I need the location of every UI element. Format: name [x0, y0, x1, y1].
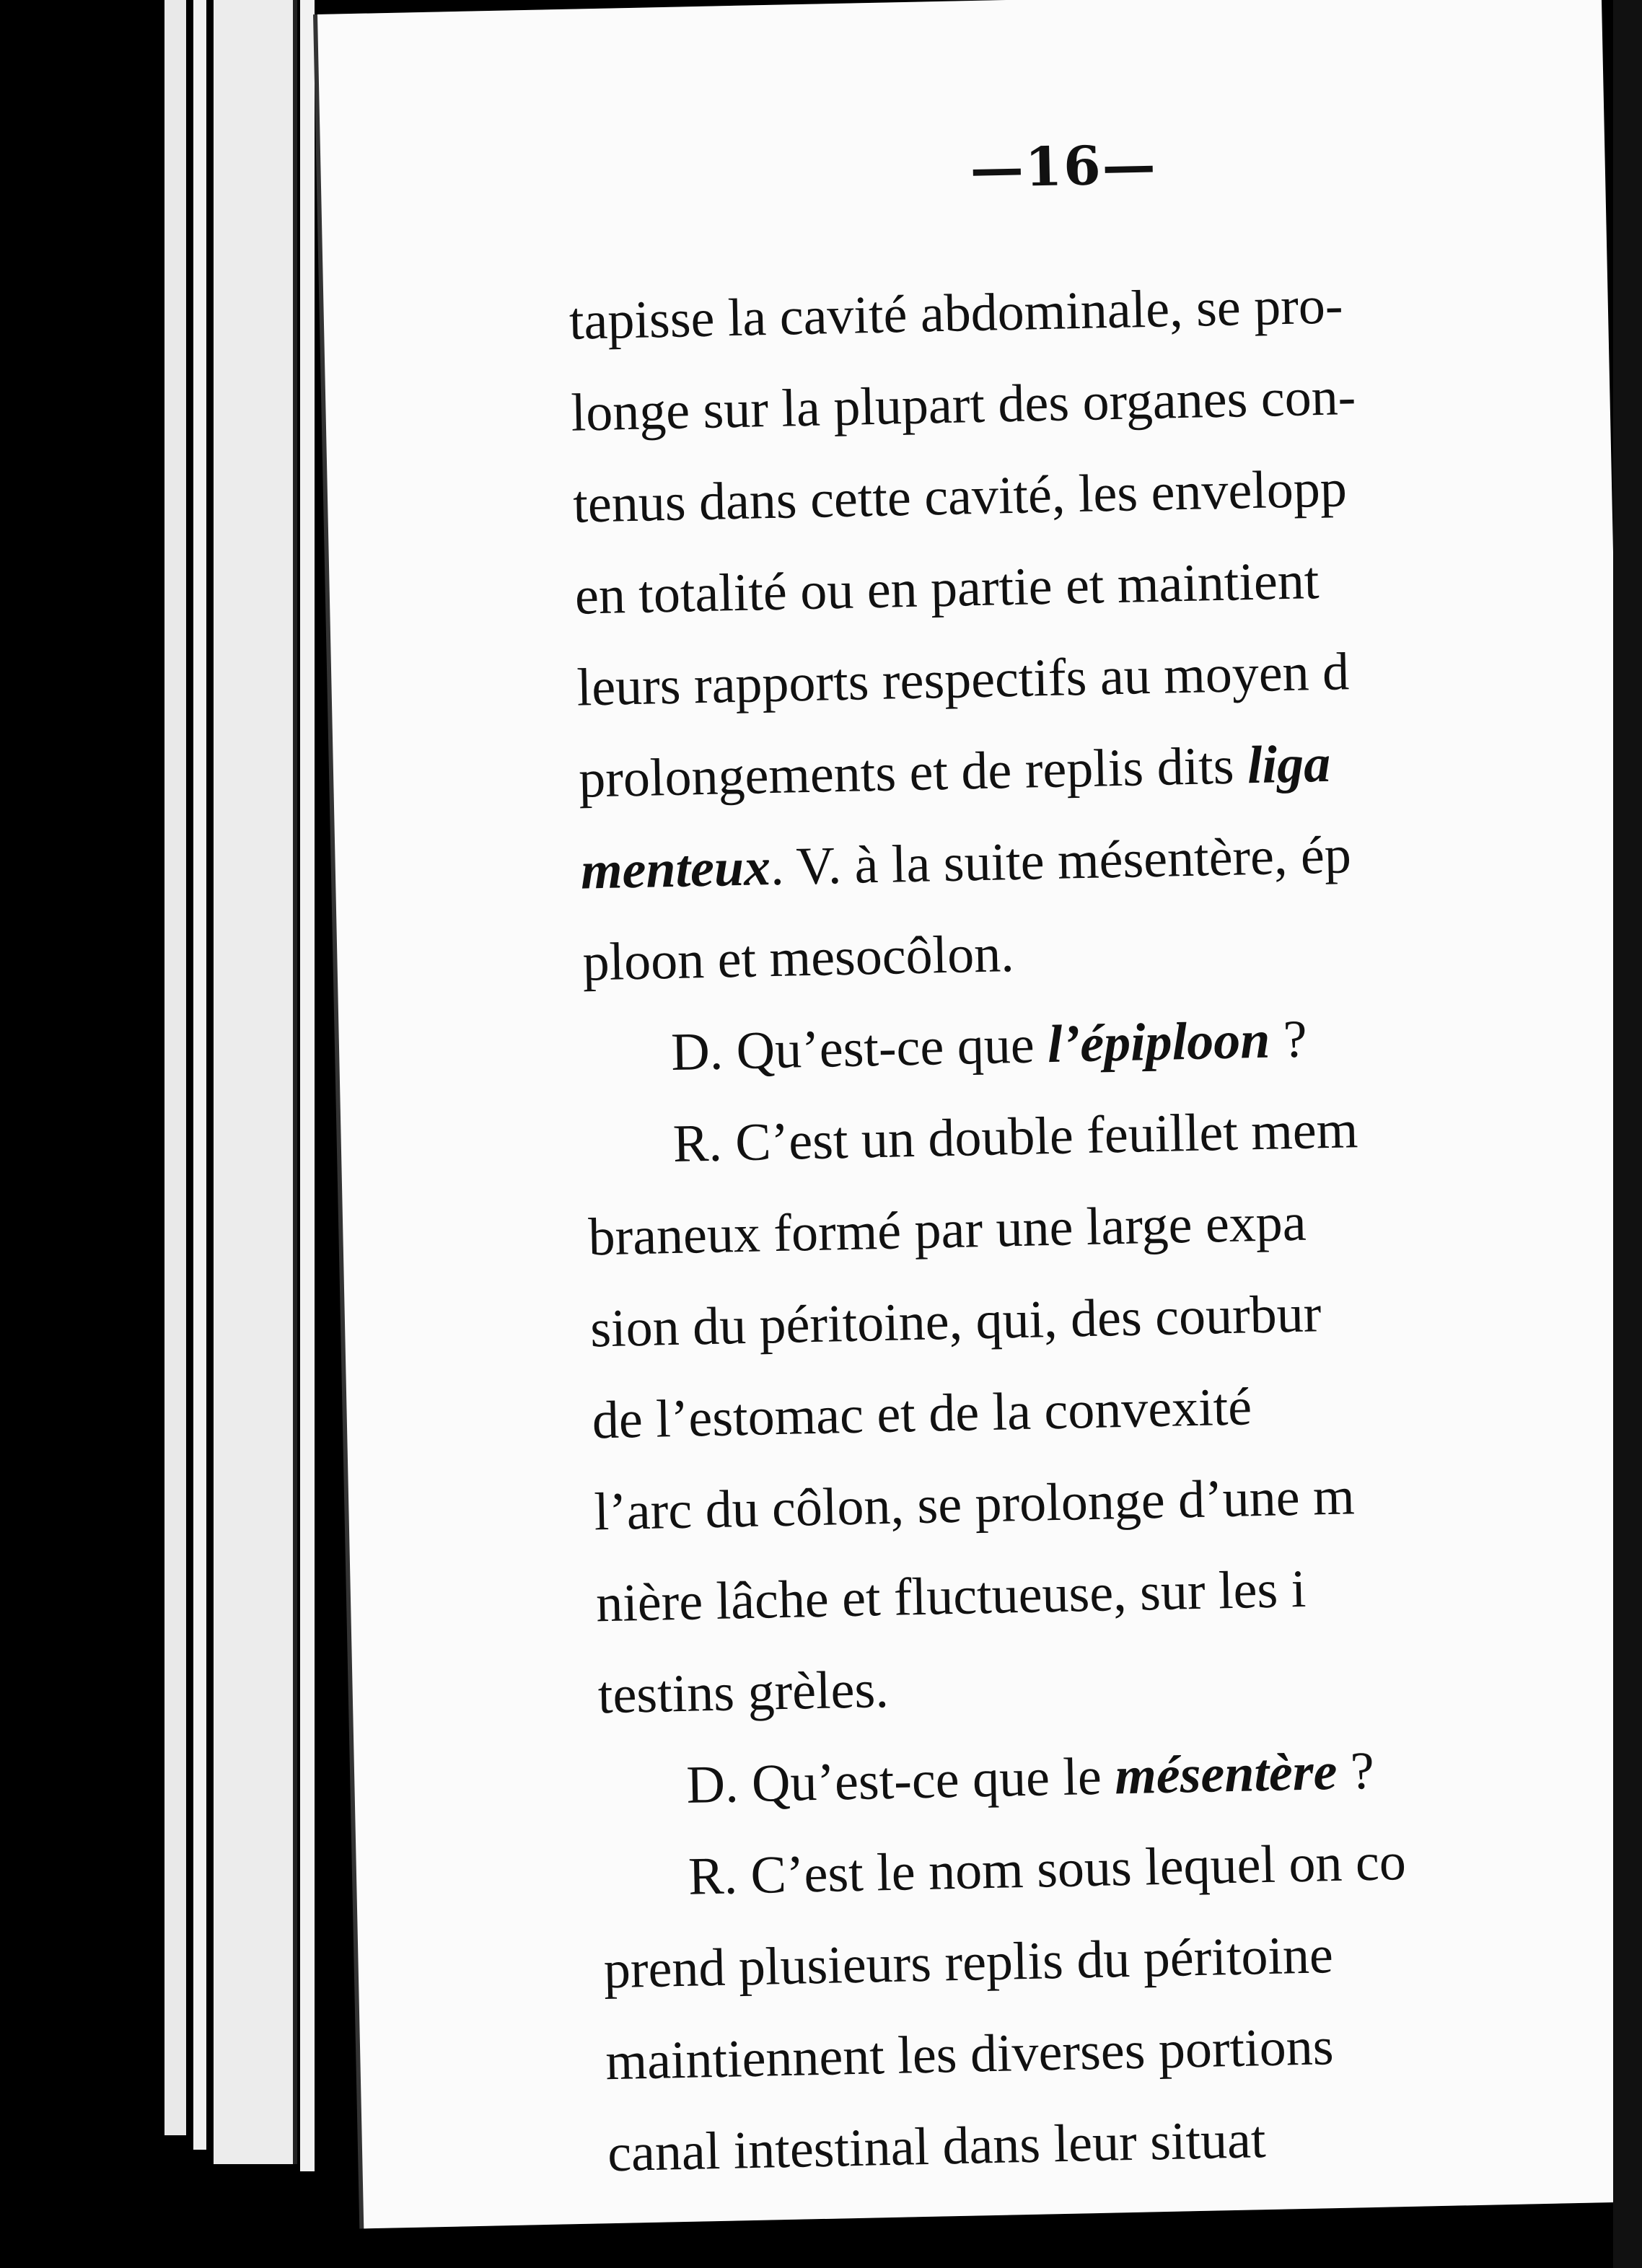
- italic-term: liga: [1247, 734, 1331, 796]
- text-run: testins grèles.: [597, 1659, 890, 1726]
- text-run: sion du péritoine, qui, des courbur: [589, 1284, 1322, 1359]
- page-edge: [214, 0, 297, 2164]
- text-run: prolongements et de replis dits: [578, 736, 1248, 809]
- italic-term: menteux: [580, 838, 771, 901]
- text-run: maintiennent les diverses portions: [605, 2017, 1335, 2092]
- text-run: canal intestinal dans leur situat: [607, 2110, 1267, 2184]
- page-edge: [193, 0, 206, 2150]
- page-edge: [164, 0, 186, 2135]
- page-edge: [300, 0, 315, 2171]
- text-run: prend plusieurs replis du péritoine: [603, 1925, 1334, 2000]
- text-run: R. C’est le nom sous lequel on co: [688, 1832, 1407, 1907]
- page-number: —16—: [969, 133, 1158, 201]
- text-run: ?: [1336, 1741, 1375, 1801]
- next-page-edge: [1613, 0, 1642, 2268]
- text-run: longe sur la plupart des organes con-: [570, 366, 1357, 443]
- book-page: [317, 0, 1642, 2228]
- text-run: R. C’est un double feuillet mem: [672, 1100, 1359, 1174]
- text-run: ?: [1269, 1009, 1308, 1070]
- text-run: l’arc du côlon, se prolonge d’une m: [593, 1467, 1356, 1542]
- text-run: tenus dans cette cavité, les envelopp: [572, 459, 1348, 535]
- text-run: ploon et mesocôlon.: [581, 924, 1015, 993]
- text-run: de l’estomac et de la convexité: [592, 1377, 1252, 1451]
- italic-term: mésentère: [1114, 1741, 1338, 1806]
- body-text: [568, 255, 1633, 2199]
- text-run: D. Qu’est-ce que le: [685, 1746, 1116, 1815]
- text-run: . V. à la suite mésentère, ép: [770, 825, 1352, 897]
- text-run: D. Qu’est-ce que: [670, 1015, 1048, 1083]
- italic-term: l’épiploon: [1047, 1010, 1271, 1075]
- text-run: braneux formé par une large expa: [587, 1192, 1307, 1267]
- text-run: en totalité ou en partie et maintient: [574, 551, 1320, 626]
- text-run: nière lâche et fluctueuse, sur les i: [595, 1559, 1307, 1634]
- text-run: leurs rapports respectifs au moyen d: [576, 642, 1350, 718]
- text-run: tapisse la cavité abdominale, se pro-: [568, 276, 1344, 351]
